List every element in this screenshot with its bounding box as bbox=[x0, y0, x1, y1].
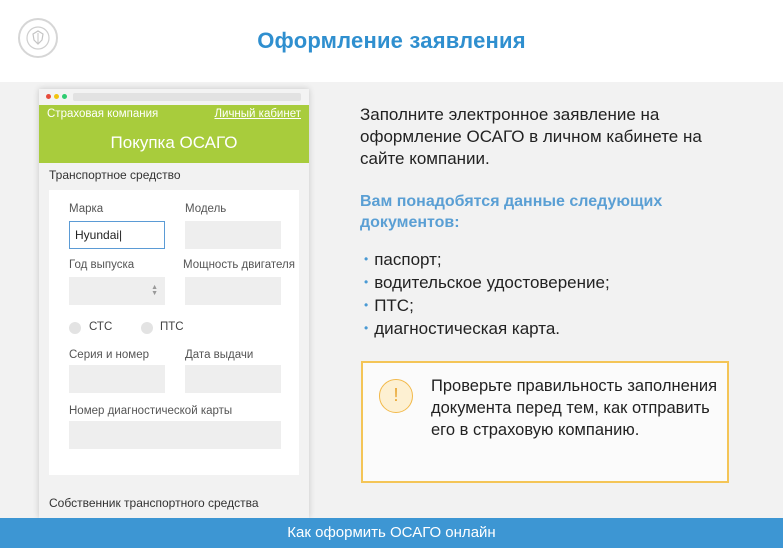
page-title: Оформление заявления bbox=[257, 28, 526, 53]
minimize-dot-icon bbox=[54, 94, 59, 99]
docs-list bbox=[364, 248, 610, 340]
power-input[interactable] bbox=[185, 277, 281, 305]
bullet-icon: • bbox=[364, 321, 369, 335]
issue-date-label: Дата выдачи bbox=[185, 349, 254, 361]
site-header bbox=[39, 105, 309, 163]
bullet-icon: • bbox=[364, 252, 369, 266]
site-heading: Покупка ОСАГО bbox=[110, 133, 238, 152]
intro-text: Заполните электронное заявление на оформление ОСАГО в личном кабинете на сайте компании. bbox=[360, 105, 702, 168]
sts-label: СТС bbox=[89, 321, 113, 333]
model-label: Модель bbox=[185, 203, 227, 215]
stepper-icon: ▲ ▼ bbox=[151, 284, 158, 297]
vehicle-panel bbox=[49, 190, 299, 475]
list-item: • диагностическая карта. bbox=[364, 319, 561, 338]
notice-box bbox=[361, 361, 729, 483]
section-vehicle-label: Транспортное средство bbox=[49, 168, 181, 182]
maximize-dot-icon bbox=[62, 94, 67, 99]
pts-radio[interactable] bbox=[141, 322, 153, 334]
cabinet-link[interactable]: Личный кабинет bbox=[214, 108, 301, 120]
notice-text: Проверьте правильность заполнения документа перед тем, как отправить его в страховую компанию. bbox=[431, 377, 718, 439]
year-select[interactable] bbox=[69, 277, 165, 305]
warning-icon: ! bbox=[379, 379, 413, 413]
diag-card-input[interactable] bbox=[69, 421, 281, 449]
brand-input[interactable]: Hyundai| bbox=[69, 221, 165, 249]
list-item: • паспорт; bbox=[364, 250, 442, 269]
diag-card-label: Номер диагностической карты bbox=[69, 405, 233, 417]
header bbox=[0, 0, 783, 82]
series-input[interactable] bbox=[69, 365, 165, 393]
year-label: Год выпуска bbox=[69, 259, 135, 271]
address-bar bbox=[73, 93, 301, 101]
docs-heading: Вам понадобятся данные следующих документов: bbox=[360, 193, 663, 231]
company-link: Страховая компания bbox=[47, 108, 159, 120]
browser-mockup bbox=[39, 89, 309, 518]
model-input[interactable] bbox=[185, 221, 281, 249]
bullet-icon: • bbox=[364, 275, 369, 289]
power-label: Мощность двигателя bbox=[183, 259, 295, 271]
close-dot-icon bbox=[46, 94, 51, 99]
sts-radio[interactable] bbox=[69, 322, 81, 334]
browser-chrome bbox=[39, 89, 309, 105]
issue-date-input[interactable] bbox=[185, 365, 281, 393]
series-label: Серия и номер bbox=[69, 349, 150, 361]
section-owner-label: Собственник транспортного средства bbox=[49, 496, 259, 510]
bullet-icon: • bbox=[364, 298, 369, 312]
pts-label: ПТС bbox=[160, 321, 184, 333]
list-item: • ПТС; bbox=[364, 296, 414, 315]
footer-bar: Как оформить ОСАГО онлайн bbox=[0, 518, 783, 548]
brand-label: Марка bbox=[69, 203, 104, 215]
application-form bbox=[39, 163, 309, 518]
list-item: • водительское удостоверение; bbox=[364, 273, 610, 292]
